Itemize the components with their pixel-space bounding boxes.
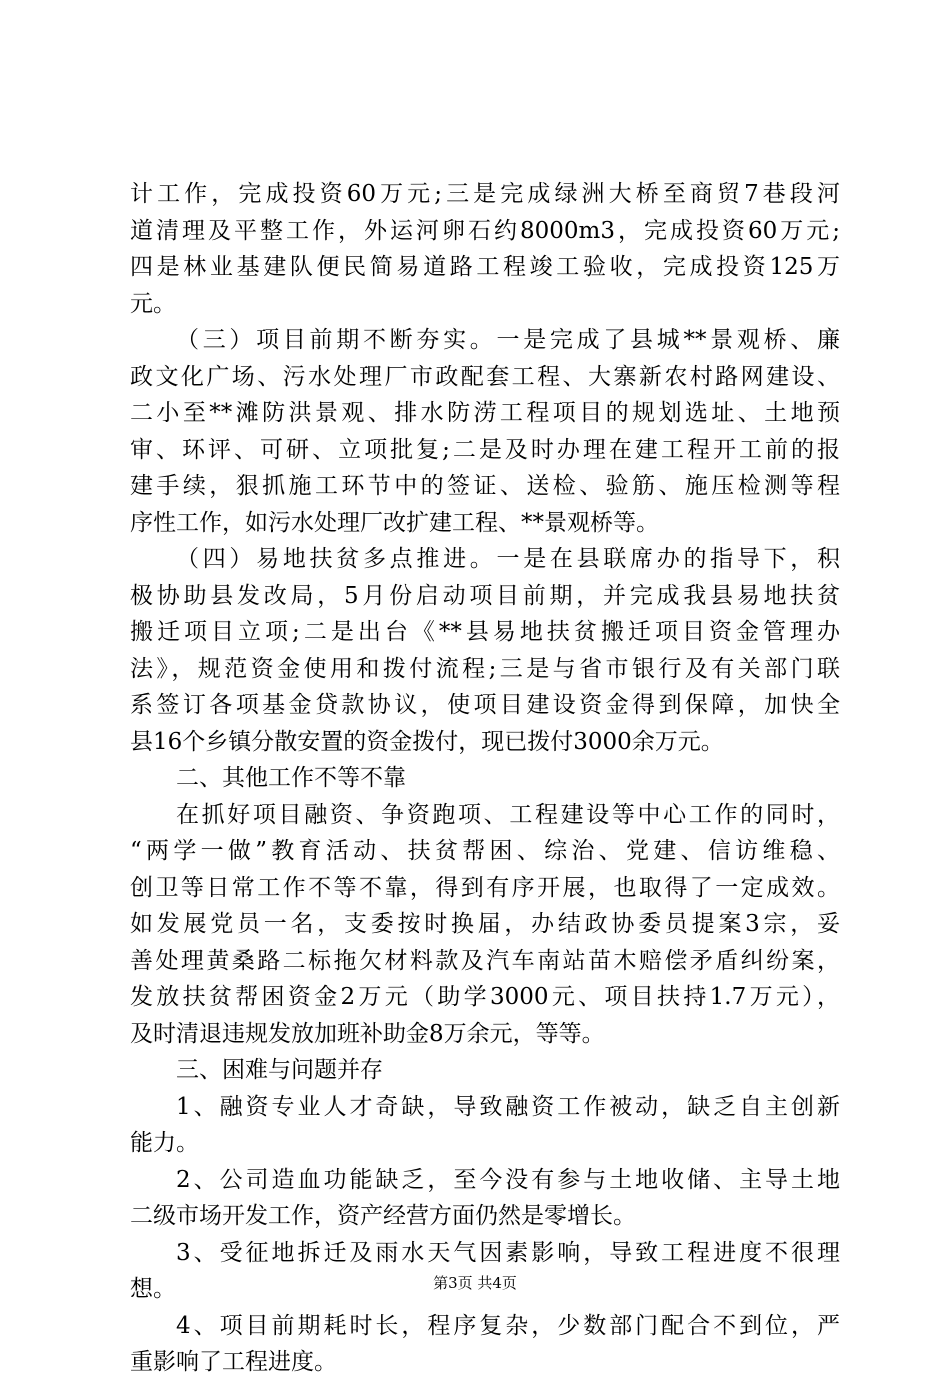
document-body — [130, 176, 840, 1381]
page-footer: 第3页 共4页 — [433, 1274, 517, 1292]
text-line: 三、困难与问题并存 — [176, 1057, 383, 1083]
text-line: （三）项目前期不断夯实。一是完成了县城**景观桥、廉 — [176, 327, 840, 353]
text-line: 政文化广场、污水处理厂市政配套工程、大寨新农村路网建设、 — [130, 363, 840, 390]
text-line: 搬迁项目立项;二是出台《**县易地扶贫搬迁项目资金管理办 — [130, 619, 840, 645]
text-line: 二小至**滩防洪景观、排水防涝工程项目的规划选址、土地预 — [130, 400, 840, 426]
text-line: 四是林业基建队便民简易道路工程竣工验收，完成投资125万 — [130, 254, 840, 280]
text-line: 极协助县发改局，5月份启动项目前期，并完成我县易地扶贫 — [130, 582, 840, 609]
text-line: 2、公司造血功能缺乏，至今没有参与土地收储、主导土地 — [176, 1166, 840, 1193]
text-line: 二级市场开发工作，资产经营方面仍然是零增长。 — [130, 1203, 636, 1229]
text-line: “两学一做”教育活动、扶贫帮困、综治、党建、信访维稳、 — [130, 838, 840, 864]
text-line: 在抓好项目融资、争资跑项、工程建设等中心工作的同时， — [176, 801, 840, 828]
text-line: 想。 — [130, 1276, 176, 1302]
text-line: 计工作，完成投资60万元;三是完成绿洲大桥至商贸7巷段河 — [130, 181, 840, 207]
text-line: 发放扶贫帮困资金2万元（助学3000元、项目扶持1.7万元）， — [130, 984, 840, 1010]
text-line: 1、融资专业人才奇缺，导致融资工作被动，缺乏自主创新 — [176, 1093, 840, 1120]
text-line: 元。 — [130, 290, 176, 317]
text-line: 道清理及平整工作，外运河卵石约8000m3，完成投资60万元; — [130, 217, 840, 244]
text-line: 法》，规范资金使用和拨付流程;三是与省市银行及有关部门联 — [130, 655, 840, 682]
text-line: 县16个乡镇分散安置的资金拨付，现已拨付3000余万元。 — [130, 728, 724, 755]
text-line: 能力。 — [130, 1130, 199, 1156]
text-line: 善处理黄桑路二标拖欠材料款及汽车南站苗木赔偿矛盾纠纷案， — [130, 947, 840, 974]
text-line: 重影响了工程进度。 — [130, 1349, 337, 1375]
text-line: 3、受征地拆迁及雨水天气因素影响，导致工程进度不很理 — [176, 1239, 840, 1266]
text-line: （四）易地扶贫多点推进。一是在县联席办的指导下，积 — [176, 546, 840, 572]
text-line: 4、项目前期耗时长，程序复杂，少数部门配合不到位，严 — [176, 1312, 840, 1339]
text-line: 创卫等日常工作不等不靠，得到有序开展，也取得了一定成效。 — [130, 874, 840, 901]
text-line: 建手续，狠抓施工环节中的签证、送检、验筋、施压检测等程 — [130, 473, 840, 499]
text-line: 及时清退违规发放加班补助金8万余元，等等。 — [130, 1020, 605, 1047]
text-line: 序性工作，如污水处理厂改扩建工程、**景观桥等。 — [130, 509, 659, 536]
text-line: 二、其他工作不等不靠 — [176, 765, 406, 791]
text-line: 审、环评、可研、立项批复;二是及时办理在建工程开工前的报 — [130, 436, 840, 463]
text-line: 如发展党员一名，支委按时换届，办结政协委员提案3宗，妥 — [130, 911, 840, 937]
text-line: 系签订各项基金贷款协议，使项目建设资金得到保障，加快全 — [130, 692, 840, 718]
